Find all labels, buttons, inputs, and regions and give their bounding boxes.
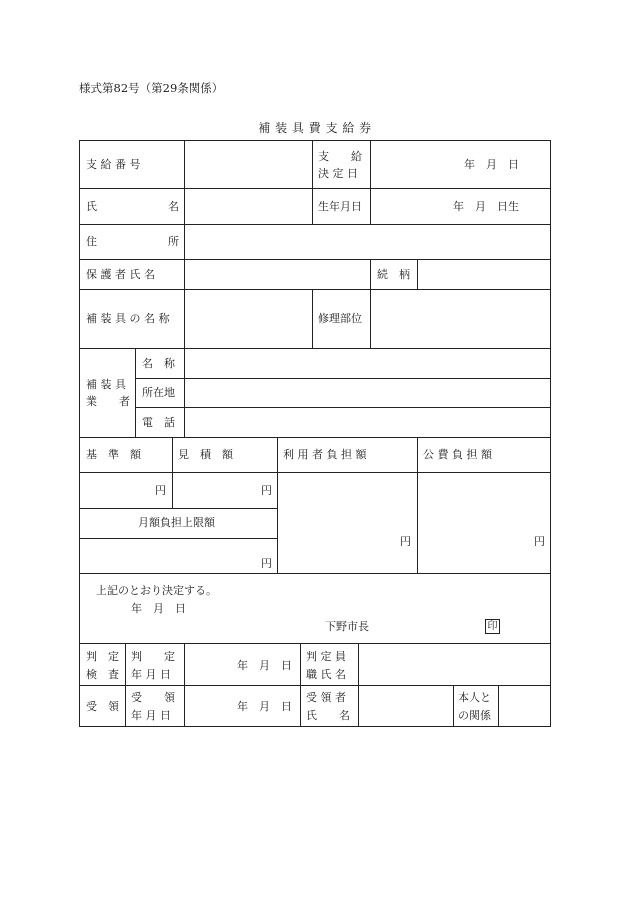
col-divider [312,140,313,224]
col-divider [312,289,313,349]
row-divider [135,407,551,408]
row-divider [79,472,551,473]
kijun-gaku-yen: 円 [155,484,166,497]
label-hanteiin-line1: 判 定 員 [306,650,346,663]
label-hantei-kensa-line2: 検 査 [86,668,119,681]
label-gyosha-line2: 業 者 [86,395,130,408]
label-shikyu-kettei-line1: 支 給 [318,150,362,163]
table-border-top [79,140,551,141]
label-shimei-1: 氏 [86,200,97,213]
decision-statement: 上記のとおり決定する。 [96,584,217,597]
label-hantei-nengappi-line1: 判 定 [131,650,175,663]
col-divider [172,437,173,509]
col-divider [370,140,371,224]
label-juryo-nengappi-line1: 受 領 [131,691,175,704]
row-divider [79,437,551,438]
label-jusho-1: 住 [86,235,97,248]
riyosha-futan-yen: 円 [400,535,411,548]
row-divider [79,224,551,225]
label-mitsumori-gaku: 見 積 額 [178,448,233,461]
label-denwa: 電 話 [142,416,175,429]
row-divider [79,259,551,260]
table-border-right [550,140,551,727]
row-divider [79,643,551,644]
label-juryosha-line1: 受 領 者 [306,691,346,704]
kettei-date-value: 年 月 日 [464,158,519,171]
col-divider [184,643,185,727]
col-divider [277,437,278,574]
col-divider [135,348,136,437]
label-juryo: 受 領 [86,700,119,713]
label-hogosha-shimei: 保 護 者 氏 名 [86,268,155,281]
label-jusho-2: 所 [168,235,179,248]
label-honnin-kankei-line1: 本人と [458,691,491,704]
label-juryosha-line2: 氏 名 [306,709,350,722]
col-divider [498,685,499,727]
col-divider [125,643,126,727]
row-divider [79,348,551,349]
label-juryo-nengappi-line2: 年 月 日 [131,709,171,722]
col-divider [453,685,454,727]
form-title: 補 装 具 費 支 給 券 [258,121,372,135]
col-divider [184,140,185,349]
row-divider [79,188,551,189]
getsugaku-jogen-yen: 円 [261,557,272,570]
col-divider [417,437,418,574]
col-divider [370,259,371,289]
decision-date: 年 月 日 [131,602,186,615]
label-kohi-futan: 公 費 負 担 額 [423,448,492,461]
seal-mark: 印 [485,619,500,634]
label-seinengappi: 生年月日 [318,200,362,213]
col-divider [300,643,301,727]
label-shikyu-kettei-line2: 決 定 日 [318,167,358,180]
row-divider [79,289,551,290]
label-shimei-2: 名 [168,200,179,213]
row-divider [135,378,551,379]
col-divider [184,348,185,437]
label-shuri-bui: 修理部位 [318,312,362,325]
row-divider [79,685,551,686]
label-honnin-kankei-line2: の関係 [458,709,491,722]
birth-date-value: 年 月 日生 [453,200,519,213]
label-getsugaku-futan-jogen: 月額負担上限額 [138,516,215,529]
row-divider [79,508,277,509]
label-gyosha-line1: 補 装 具 [86,378,126,391]
label-riyosha-futan: 利 用 者 負 担 額 [283,448,367,461]
hantei-date-value: 年 月 日 [237,659,292,672]
col-divider [417,259,418,289]
label-hantei-nengappi-line2: 年 月 日 [131,668,171,681]
label-meisho: 名 称 [142,357,175,370]
kohi-futan-yen: 円 [534,535,545,548]
col-divider [370,289,371,349]
label-zokugara: 続 柄 [377,268,410,281]
mayor-title: 下野市長 [325,620,369,633]
label-shozaichi: 所在地 [142,386,175,399]
label-hantei-kensa-line1: 判 定 [86,650,119,663]
table-border-bottom [79,726,551,727]
juryo-date-value: 年 月 日 [237,700,292,713]
label-hosogu-meisho: 補 装 具 の 名 称 [86,312,170,325]
col-divider [358,643,359,727]
row-divider [79,573,551,574]
mitsumori-gaku-yen: 円 [261,484,272,497]
label-shikyu-bango: 支 給 番 号 [86,158,141,171]
label-kijun-gaku: 基 準 額 [86,448,141,461]
table-border-left [79,140,80,727]
form-number: 様式第82号（第29条関係） [79,81,224,95]
label-hanteiin-line2: 職 氏 名 [306,668,346,681]
row-divider [79,538,277,539]
